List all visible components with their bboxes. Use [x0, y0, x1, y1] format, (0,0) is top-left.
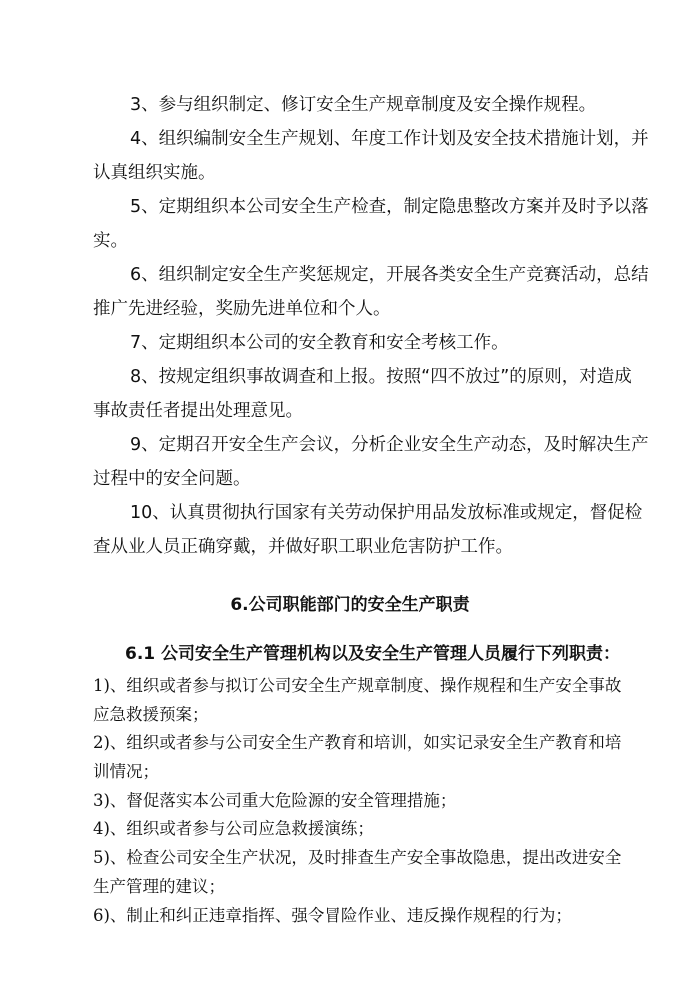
paragraph [93, 672, 622, 729]
paragraph [93, 496, 643, 564]
text-line: 查从业人员正确穿戴，并做好职工职业危害防护工作。 [93, 537, 513, 557]
text-line: 训情况； [93, 762, 159, 782]
text-line: 4、组织编制安全生产规划、年度工作计划及安全技术措施计划，并 [130, 129, 649, 149]
text-line: 实。 [93, 231, 128, 251]
text-line: 4)、组织或者参与公司应急救援演练； [93, 819, 374, 839]
paragraph [93, 326, 609, 360]
text-line: 过程中的安全问题。 [93, 469, 251, 489]
paragraph [93, 258, 649, 326]
text-line: 1)、组织或者参与拟订公司安全生产规章制度、操作规程和生产安全事故 [93, 676, 622, 695]
text-line: 10、认真贯彻执行国家有关劳动保护用品发放标准或规定，督促检 [130, 503, 643, 523]
section-heading: 6.公司职能部门的安全生产职责 [230, 595, 470, 615]
paragraph [93, 902, 609, 931]
text-line: 5、定期组织本公司安全生产检查，制定隐患整改方案并及时予以落 [130, 197, 649, 217]
paragraph [93, 428, 649, 496]
text-line: 7、定期组织本公司的安全教育和安全考核工作。 [130, 333, 509, 353]
paragraph [93, 122, 649, 190]
text-line: 认真组织实施。 [93, 163, 216, 183]
text-line: 2)、组织或者参与公司安全生产教育和培训，如实记录安全生产教育和培 [93, 733, 622, 753]
text-line: 应急救援预案； [93, 704, 209, 724]
text-line: 生产管理的建议； [93, 876, 225, 896]
text-line: 推广先进经验，奖励先进单位和个人。 [93, 299, 391, 319]
text-line: 6)、制止和纠正违章指挥、强令冒险作业、违反操作规程的行为； [93, 905, 572, 925]
paragraph [93, 815, 609, 844]
subsection-heading: 6.1 公司安全生产管理机构以及安全生产管理人员履行下列职责： [125, 644, 621, 664]
paragraph [93, 88, 609, 122]
duties-list-b [93, 672, 622, 930]
duties-list-a [93, 88, 649, 564]
paragraph [93, 360, 632, 428]
paragraph [93, 190, 649, 258]
text-line: 8、按规定组织事故调查和上报。按照“四不放过”的原则，对造成 [130, 367, 632, 387]
text-line: 5)、检查公司安全生产状况，及时排查生产安全事故隐患，提出改进安全 [93, 848, 622, 868]
paragraph [93, 729, 622, 786]
text-line: 事故责任者提出处理意见。 [93, 401, 303, 421]
paragraph [93, 787, 609, 816]
text-line: 3)、督促落实本公司重大危险源的安全管理措施； [93, 790, 457, 810]
text-line: 3、参与组织制定、修订安全生产规章制度及安全操作规程。 [130, 95, 597, 115]
paragraph [93, 844, 622, 901]
text-line: 9、定期召开安全生产会议，分析企业安全生产动态，及时解决生产 [130, 435, 649, 455]
text-line: 6、组织制定安全生产奖惩规定，开展各类安全生产竞赛活动，总结 [130, 265, 649, 285]
